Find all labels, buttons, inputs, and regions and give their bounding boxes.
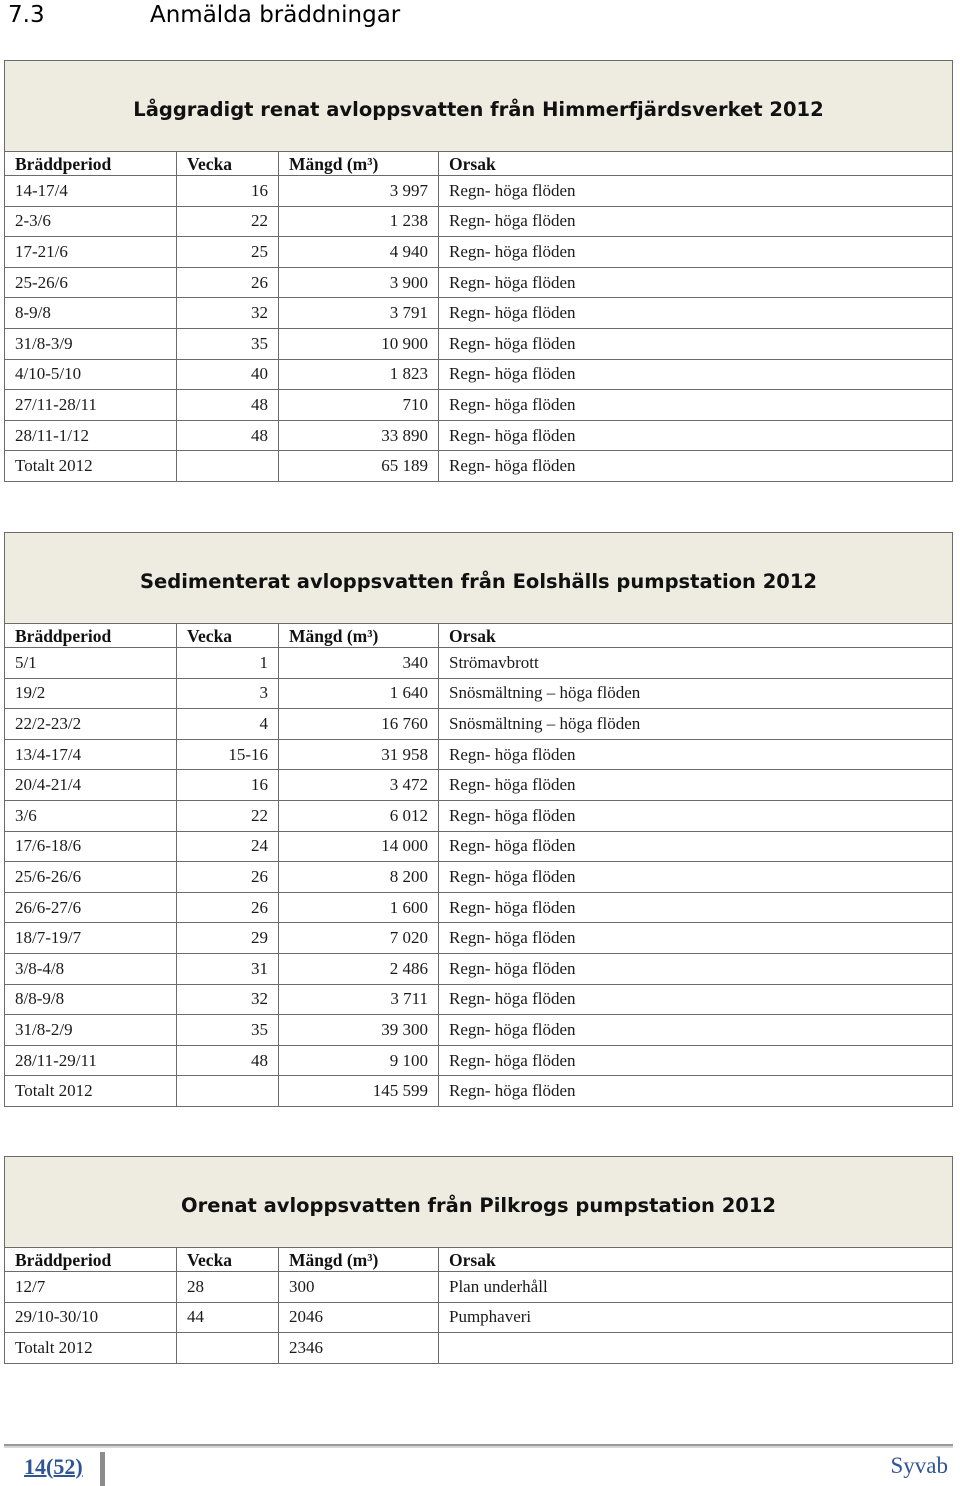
table-row <box>5 451 953 482</box>
period-cell: 17-21/6 <box>5 237 177 268</box>
table-eolshall <box>4 532 953 1107</box>
volume-cell: 3 791 <box>279 298 439 329</box>
week-cell: 22 <box>177 800 279 831</box>
table-row <box>5 1045 953 1076</box>
table-row <box>5 267 953 298</box>
cause-cell: Regn- höga flöden <box>439 831 953 862</box>
volume-cell: 2 486 <box>279 953 439 984</box>
table-row <box>5 1076 953 1107</box>
table-row <box>5 984 953 1015</box>
table-row <box>5 831 953 862</box>
week-cell: 16 <box>177 176 279 207</box>
column-header: Bräddperiod <box>5 152 177 176</box>
period-cell: Totalt 2012 <box>5 451 177 482</box>
table-row <box>5 709 953 740</box>
column-header: Orsak <box>439 624 953 648</box>
table-row <box>5 1015 953 1046</box>
column-header: Mängd (m³) <box>279 1248 439 1272</box>
cause-cell: Regn- höga flöden <box>439 1045 953 1076</box>
column-header: Mängd (m³) <box>279 152 439 176</box>
column-header: Mängd (m³) <box>279 624 439 648</box>
table-row <box>5 1272 953 1303</box>
week-cell: 16 <box>177 770 279 801</box>
column-header: Bräddperiod <box>5 624 177 648</box>
volume-cell: 7 020 <box>279 923 439 954</box>
volume-cell: 145 599 <box>279 1076 439 1107</box>
volume-cell: 2046 <box>279 1302 439 1333</box>
volume-cell: 300 <box>279 1272 439 1303</box>
cause-cell: Regn- höga flöden <box>439 420 953 451</box>
period-cell: Totalt 2012 <box>5 1076 177 1107</box>
section-heading <box>8 0 400 31</box>
week-cell: 35 <box>177 328 279 359</box>
week-cell: 48 <box>177 390 279 421</box>
volume-cell: 3 900 <box>279 267 439 298</box>
table-row <box>5 298 953 329</box>
cause-cell: Strömavbrott <box>439 648 953 679</box>
volume-cell: 1 823 <box>279 359 439 390</box>
period-cell: 26/6-27/6 <box>5 892 177 923</box>
volume-cell: 3 472 <box>279 770 439 801</box>
cause-cell: Plan underhåll <box>439 1272 953 1303</box>
period-cell: 12/7 <box>5 1272 177 1303</box>
week-cell: 44 <box>177 1302 279 1333</box>
week-cell: 48 <box>177 420 279 451</box>
table-row <box>5 176 953 207</box>
table-row <box>5 390 953 421</box>
volume-cell: 3 711 <box>279 984 439 1015</box>
period-cell: 3/6 <box>5 800 177 831</box>
table-row <box>5 328 953 359</box>
volume-cell: 3 997 <box>279 176 439 207</box>
cause-cell: Regn- höga flöden <box>439 984 953 1015</box>
cause-cell: Regn- höga flöden <box>439 267 953 298</box>
volume-cell: 6 012 <box>279 800 439 831</box>
period-cell: 31/8-3/9 <box>5 328 177 359</box>
cause-cell: Regn- höga flöden <box>439 1015 953 1046</box>
cause-cell: Regn- höga flöden <box>439 390 953 421</box>
week-cell: 28 <box>177 1272 279 1303</box>
period-cell: 28/11-1/12 <box>5 420 177 451</box>
week-cell: 24 <box>177 831 279 862</box>
period-cell: 25/6-26/6 <box>5 862 177 893</box>
section-title: Anmälda bräddningar <box>150 2 401 28</box>
table-title: Orenat avloppsvatten från Pilkrogs pumpstation 2012 <box>5 1157 953 1248</box>
volume-cell: 710 <box>279 390 439 421</box>
volume-cell: 33 890 <box>279 420 439 451</box>
period-cell: 5/1 <box>5 648 177 679</box>
cause-cell: Regn- höga flöden <box>439 923 953 954</box>
volume-cell: 14 000 <box>279 831 439 862</box>
period-cell: 19/2 <box>5 678 177 709</box>
cause-cell: Regn- höga flöden <box>439 892 953 923</box>
cause-cell <box>439 1333 953 1364</box>
period-cell: 3/8-4/8 <box>5 953 177 984</box>
volume-cell: 9 100 <box>279 1045 439 1076</box>
week-cell: 32 <box>177 984 279 1015</box>
column-header: Bräddperiod <box>5 1248 177 1272</box>
cause-cell: Regn- höga flöden <box>439 862 953 893</box>
table-row <box>5 359 953 390</box>
column-header: Vecka <box>177 1248 279 1272</box>
table-row <box>5 862 953 893</box>
volume-cell: 16 760 <box>279 709 439 740</box>
volume-cell: 10 900 <box>279 328 439 359</box>
week-cell <box>177 451 279 482</box>
table-title: Sedimenterat avloppsvatten från Eolshälls pumpstation 2012 <box>5 533 953 624</box>
cause-cell: Regn- höga flöden <box>439 800 953 831</box>
week-cell <box>177 1076 279 1107</box>
week-cell: 29 <box>177 923 279 954</box>
cause-cell: Regn- höga flöden <box>439 1076 953 1107</box>
section-number: 7.3 <box>8 2 45 28</box>
table-header-row <box>5 624 953 648</box>
week-cell: 15-16 <box>177 739 279 770</box>
volume-cell: 8 200 <box>279 862 439 893</box>
period-cell: 13/4-17/4 <box>5 739 177 770</box>
table-row <box>5 923 953 954</box>
table-row <box>5 953 953 984</box>
week-cell: 25 <box>177 237 279 268</box>
cause-cell: Regn- höga flöden <box>439 328 953 359</box>
table-row <box>5 237 953 268</box>
cause-cell: Snösmältning – höga flöden <box>439 709 953 740</box>
table-header-row <box>5 152 953 176</box>
period-cell: 14-17/4 <box>5 176 177 207</box>
period-cell: 22/2-23/2 <box>5 709 177 740</box>
table-himmerfjardsverket <box>4 60 953 482</box>
column-header: Vecka <box>177 152 279 176</box>
period-cell: Totalt 2012 <box>5 1333 177 1364</box>
cause-cell: Regn- höga flöden <box>439 298 953 329</box>
volume-cell: 1 640 <box>279 678 439 709</box>
table-title: Låggradigt renat avloppsvatten från Himmerfjärdsverket 2012 <box>5 61 953 152</box>
page-number: 14(52) <box>24 1454 83 1479</box>
cause-cell: Snösmältning – höga flöden <box>439 678 953 709</box>
table-pilkrog <box>4 1156 953 1364</box>
table-row <box>5 770 953 801</box>
volume-cell: 39 300 <box>279 1015 439 1046</box>
week-cell: 48 <box>177 1045 279 1076</box>
period-cell: 28/11-29/11 <box>5 1045 177 1076</box>
week-cell: 3 <box>177 678 279 709</box>
volume-cell: 1 600 <box>279 892 439 923</box>
brand-name: Syvab <box>890 1453 948 1478</box>
period-cell: 25-26/6 <box>5 267 177 298</box>
week-cell: 32 <box>177 298 279 329</box>
period-cell: 17/6-18/6 <box>5 831 177 862</box>
cause-cell: Pumphaveri <box>439 1302 953 1333</box>
period-cell: 31/8-2/9 <box>5 1015 177 1046</box>
period-cell: 2-3/6 <box>5 206 177 237</box>
footer-rule <box>4 1444 953 1446</box>
volume-cell: 340 <box>279 648 439 679</box>
cause-cell: Regn- höga flöden <box>439 237 953 268</box>
column-header: Orsak <box>439 152 953 176</box>
week-cell: 26 <box>177 862 279 893</box>
table-row <box>5 739 953 770</box>
week-cell <box>177 1333 279 1364</box>
cause-cell: Regn- höga flöden <box>439 739 953 770</box>
week-cell: 26 <box>177 267 279 298</box>
table-row <box>5 800 953 831</box>
period-cell: 8/8-9/8 <box>5 984 177 1015</box>
table-row <box>5 420 953 451</box>
table-row <box>5 206 953 237</box>
table-row <box>5 892 953 923</box>
period-cell: 20/4-21/4 <box>5 770 177 801</box>
volume-cell: 2346 <box>279 1333 439 1364</box>
cause-cell: Regn- höga flöden <box>439 451 953 482</box>
footer-divider <box>100 1452 105 1486</box>
table-row <box>5 648 953 679</box>
volume-cell: 1 238 <box>279 206 439 237</box>
cause-cell: Regn- höga flöden <box>439 206 953 237</box>
week-cell: 26 <box>177 892 279 923</box>
week-cell: 31 <box>177 953 279 984</box>
week-cell: 22 <box>177 206 279 237</box>
table-row <box>5 1333 953 1364</box>
volume-cell: 65 189 <box>279 451 439 482</box>
table-header-row <box>5 1248 953 1272</box>
cause-cell: Regn- höga flöden <box>439 176 953 207</box>
period-cell: 27/11-28/11 <box>5 390 177 421</box>
table-row <box>5 1302 953 1333</box>
table-row <box>5 678 953 709</box>
week-cell: 40 <box>177 359 279 390</box>
cause-cell: Regn- höga flöden <box>439 953 953 984</box>
period-cell: 29/10-30/10 <box>5 1302 177 1333</box>
week-cell: 1 <box>177 648 279 679</box>
week-cell: 4 <box>177 709 279 740</box>
period-cell: 4/10-5/10 <box>5 359 177 390</box>
column-header: Vecka <box>177 624 279 648</box>
period-cell: 8-9/8 <box>5 298 177 329</box>
cause-cell: Regn- höga flöden <box>439 359 953 390</box>
volume-cell: 4 940 <box>279 237 439 268</box>
cause-cell: Regn- höga flöden <box>439 770 953 801</box>
week-cell: 35 <box>177 1015 279 1046</box>
column-header: Orsak <box>439 1248 953 1272</box>
volume-cell: 31 958 <box>279 739 439 770</box>
period-cell: 18/7-19/7 <box>5 923 177 954</box>
